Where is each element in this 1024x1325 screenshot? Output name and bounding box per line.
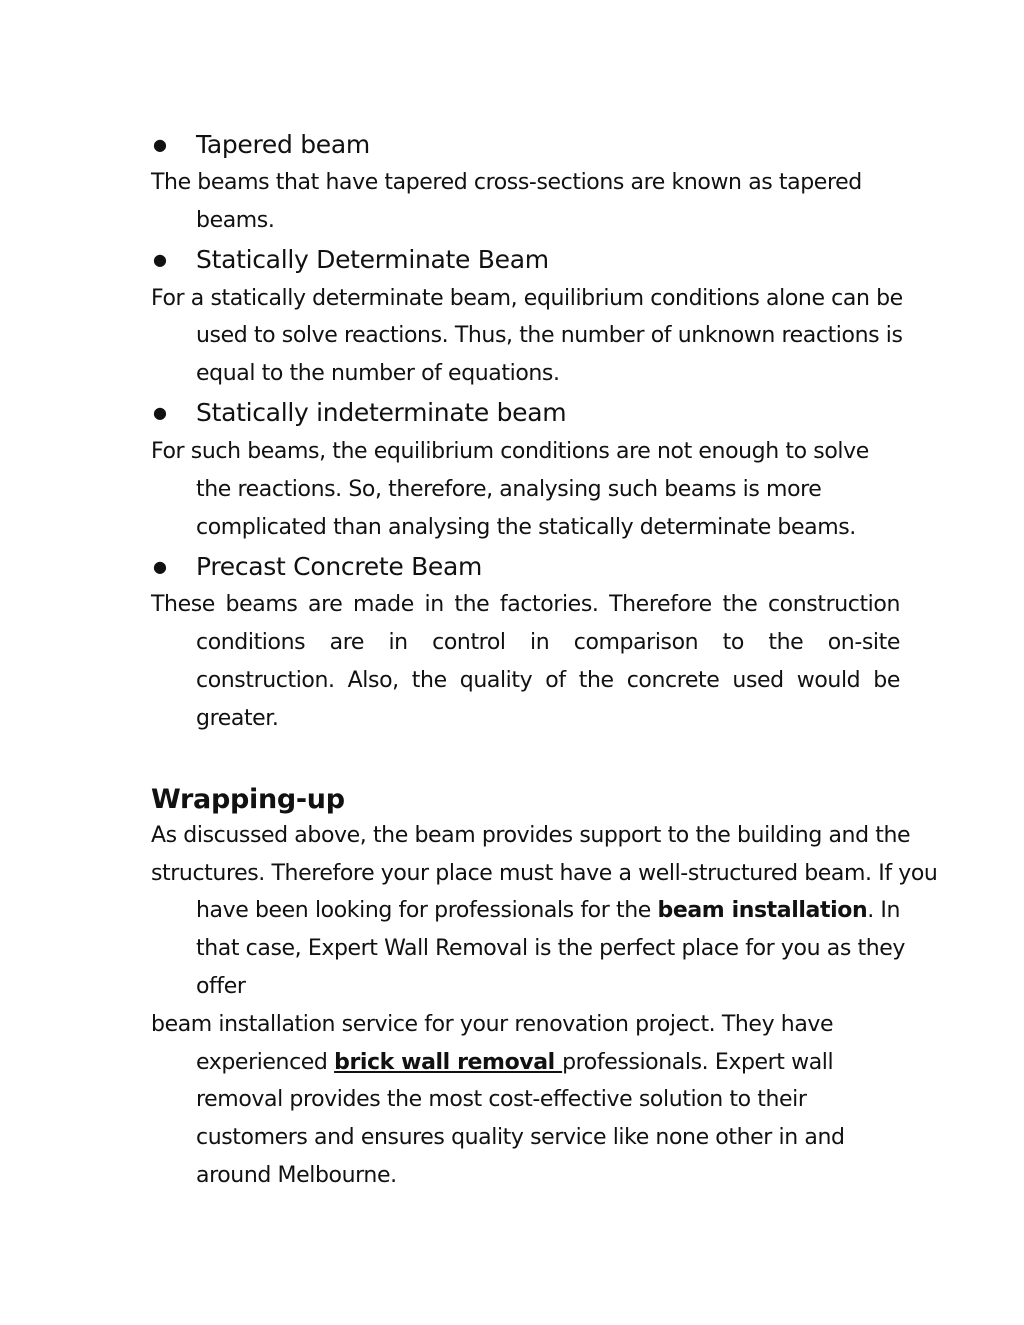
bullet-icon: ● [153,556,167,576]
bullet-title: Statically indeterminate beam [196,398,567,428]
wrapup-text: beam installation service for your renovation project. They have experienced [151,1011,834,1075]
section-paragraph: These beams are made in the factories. Therefore the construction conditions are in control in comparison to the on-site construction. Also, the quality of the concrete used would be greater. [151,592,900,731]
wrapup-text: professionals. Expert wall removal provides the most cost-effective solution to their customers and ensures quality service like none other in and around Melbourne. [196,1049,845,1188]
bullet-icon: ● [153,134,167,154]
bullet-title: Tapered beam [196,129,370,159]
wrapup-text: structures. Therefore your place must have a well-structured beam. If you have been looking for professionals for the [151,860,938,924]
wrapup-paragraph-3 [151,1006,911,1195]
bullet-icon: ● [153,250,167,270]
bullet-heading-statically-indeterminate [151,393,900,433]
bullet-title: Statically Determinate Beam [196,245,549,275]
bullet-title: Precast Concrete Beam [196,551,483,581]
wrapup-text: . In that case, Expert Wall Removal is the perfect place for you as they offer [196,898,905,999]
brick-wall-removal-link[interactable]: brick wall removal [334,1049,563,1075]
bullet-icon: ● [153,403,167,423]
wrapup-paragraph-1: As discussed above, the beam provides support to the building and the [151,822,911,848]
bullet-heading-statically-determinate [151,240,900,280]
wrapup-heading: Wrapping-up [151,783,345,815]
bullet-heading-precast-concrete [151,546,900,586]
bullet-heading-tapered-beam [151,124,900,164]
wrapup-paragraph-2 [151,855,941,1006]
section-paragraph: For a statically determinate beam, equilibrium conditions alone can be used to solve reactions. Thus, the number of unknown reactions is equal to the number of equations. [151,285,903,387]
section-paragraph: For such beams, the equilibrium conditions are not enough to solve the reactions. So, therefore, analysing such beams is more complicated than analysing the statically determinate beams. [151,438,869,540]
bold-keyword: beam installation [657,898,868,924]
document-page [151,124,938,1195]
section-paragraph: The beams that have tapered cross-sections are known as tapered beams. [151,170,862,233]
